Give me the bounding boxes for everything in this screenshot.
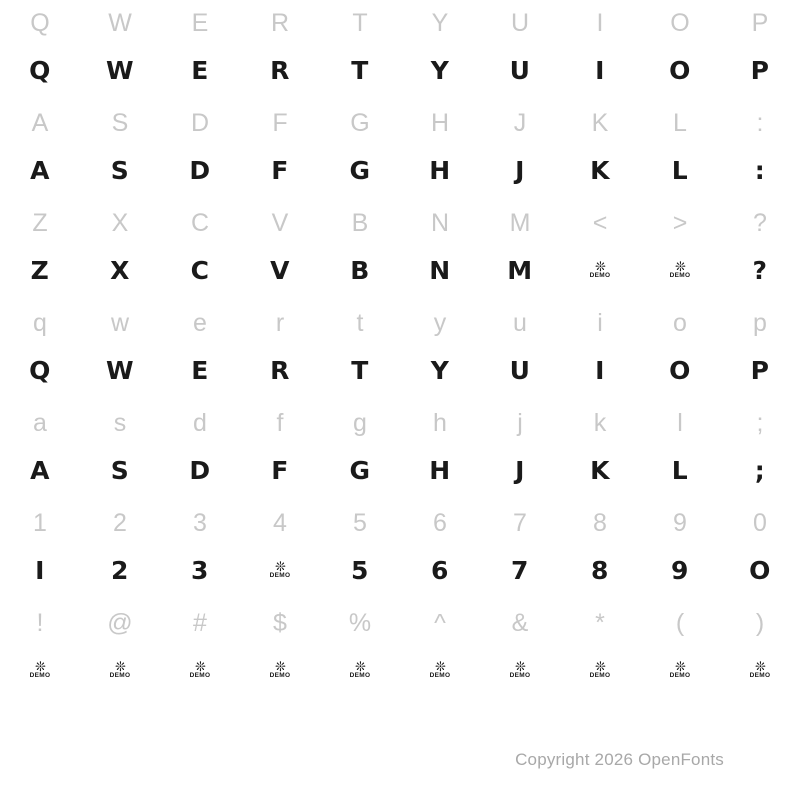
ornament-demo-label: DEMO — [589, 271, 611, 279]
rendered-glyph: E — [191, 356, 209, 385]
rendered-glyph: 9 — [671, 556, 689, 585]
rendered-glyph: I — [595, 56, 605, 85]
glyph-cell — [80, 200, 160, 300]
key-label: o — [673, 309, 687, 337]
glyph-cell — [480, 0, 560, 100]
key-label: S — [111, 109, 129, 137]
rendered-glyph: M — [507, 256, 533, 285]
rendered-glyph: D — [189, 156, 211, 185]
key-label: d — [193, 409, 207, 437]
ornament-spray-icon: ❊ — [355, 659, 365, 675]
key-label: : — [756, 109, 764, 137]
ornament-spray-icon: ❊ — [675, 259, 685, 275]
key-label: t — [356, 309, 364, 337]
glyph-cell — [640, 100, 720, 200]
rendered-glyph: X — [110, 256, 130, 285]
ornament-glyph-icon — [30, 652, 51, 690]
ornament-demo-label: DEMO — [269, 671, 291, 679]
glyph-cell — [0, 300, 80, 400]
key-label: 1 — [33, 509, 47, 537]
rendered-glyph: W — [105, 56, 135, 85]
key-label: 8 — [593, 509, 607, 537]
glyph-cell — [400, 300, 480, 400]
glyph-cell — [0, 200, 80, 300]
glyph-cell — [320, 200, 400, 300]
glyph-cell — [640, 500, 720, 600]
glyph-cell — [480, 600, 560, 700]
key-label: W — [108, 9, 132, 37]
rendered-glyph: W — [105, 356, 135, 385]
glyph-cell — [720, 200, 800, 300]
key-label: 6 — [433, 509, 447, 537]
key-label: X — [111, 209, 129, 237]
ornament-spray-icon: ❊ — [675, 659, 685, 675]
glyph-cell — [240, 300, 320, 400]
ornament-spray-icon: ❊ — [35, 659, 45, 675]
glyph-cell — [720, 300, 800, 400]
key-label: 0 — [753, 509, 767, 537]
rendered-glyph: : — [754, 156, 766, 185]
ornament-glyph-icon — [670, 252, 691, 290]
glyph-cell — [160, 500, 240, 600]
glyph-cell — [320, 0, 400, 100]
rendered-glyph: R — [270, 56, 290, 85]
glyph-cell — [80, 500, 160, 600]
key-label: 7 — [513, 509, 527, 537]
glyph-cell — [320, 600, 400, 700]
glyph-cell — [640, 600, 720, 700]
key-label: Z — [32, 209, 48, 237]
key-label: Y — [431, 9, 449, 37]
rendered-glyph: A — [30, 156, 50, 185]
key-label: H — [430, 109, 450, 137]
rendered-glyph: S — [110, 156, 130, 185]
key-label: h — [433, 409, 447, 437]
key-label: ! — [36, 609, 44, 637]
rendered-glyph: K — [590, 456, 610, 485]
key-label: g — [353, 409, 367, 437]
rendered-glyph: P — [750, 56, 770, 85]
glyph-cell — [240, 200, 320, 300]
rendered-glyph: I — [35, 556, 45, 585]
ornament-spray-icon: ❊ — [595, 259, 605, 275]
key-label: J — [513, 109, 527, 137]
rendered-glyph: G — [349, 456, 371, 485]
glyph-cell — [480, 100, 560, 200]
rendered-glyph: P — [750, 356, 770, 385]
ornament-spray-icon: ❊ — [435, 659, 445, 675]
ornament-glyph-icon — [110, 652, 131, 690]
key-label: 9 — [673, 509, 687, 537]
glyph-cell — [480, 400, 560, 500]
glyph-cell — [480, 300, 560, 400]
ornament-glyph-icon — [750, 652, 771, 690]
glyph-cell — [720, 600, 800, 700]
rendered-glyph: F — [271, 456, 289, 485]
glyph-cell — [560, 500, 640, 600]
ornament-demo-label: DEMO — [589, 671, 611, 679]
key-label: B — [351, 209, 369, 237]
glyph-cell — [560, 600, 640, 700]
ornament-demo-label: DEMO — [29, 671, 51, 679]
rendered-glyph: 8 — [591, 556, 609, 585]
key-label: 4 — [273, 509, 287, 537]
key-label: U — [510, 9, 530, 37]
rendered-glyph: R — [270, 356, 290, 385]
glyph-cell — [400, 600, 480, 700]
rendered-glyph: K — [590, 156, 610, 185]
ornament-glyph-icon — [590, 652, 611, 690]
glyph-cell — [720, 500, 800, 600]
rendered-glyph: I — [595, 356, 605, 385]
rendered-glyph: O — [669, 56, 691, 85]
glyph-cell — [80, 100, 160, 200]
rendered-glyph: 7 — [511, 556, 529, 585]
ornament-glyph-icon — [270, 652, 291, 690]
glyph-cell — [720, 100, 800, 200]
rendered-glyph: 3 — [191, 556, 209, 585]
ornament-spray-icon: ❊ — [195, 659, 205, 675]
key-label: M — [509, 209, 531, 237]
key-label: j — [517, 409, 523, 437]
glyph-cell — [560, 300, 640, 400]
key-label: 5 — [353, 509, 367, 537]
rendered-glyph: U — [509, 356, 531, 385]
glyph-cell — [480, 200, 560, 300]
key-label: f — [276, 409, 284, 437]
key-label: > — [672, 209, 688, 237]
rendered-glyph: B — [350, 256, 370, 285]
key-label: T — [352, 9, 368, 37]
rendered-glyph: C — [190, 256, 210, 285]
key-label: ; — [756, 409, 764, 437]
key-label: N — [430, 209, 450, 237]
key-label: 2 — [113, 509, 127, 537]
rendered-glyph: G — [349, 156, 371, 185]
ornament-spray-icon: ❊ — [275, 559, 285, 575]
glyph-cell — [240, 100, 320, 200]
glyph-cell — [0, 100, 80, 200]
ornament-spray-icon: ❊ — [755, 659, 765, 675]
key-label: Q — [30, 9, 50, 37]
glyph-cell — [240, 600, 320, 700]
rendered-glyph: Z — [30, 256, 50, 285]
ornament-demo-label: DEMO — [429, 671, 451, 679]
ornament-demo-label: DEMO — [509, 671, 531, 679]
ornament-demo-label: DEMO — [669, 671, 691, 679]
key-label: k — [593, 409, 607, 437]
key-label: ) — [755, 609, 765, 637]
glyph-cell — [720, 400, 800, 500]
ornament-demo-label: DEMO — [749, 671, 771, 679]
key-label: C — [190, 209, 210, 237]
ornament-glyph-icon — [270, 552, 291, 590]
glyph-cell — [400, 200, 480, 300]
ornament-demo-label: DEMO — [189, 671, 211, 679]
key-label: w — [110, 309, 130, 337]
glyph-cell — [320, 500, 400, 600]
glyph-cell — [160, 200, 240, 300]
glyph-cell — [400, 400, 480, 500]
glyph-cell — [400, 100, 480, 200]
key-label: D — [190, 109, 210, 137]
rendered-glyph: J — [515, 456, 525, 485]
key-label: a — [33, 409, 47, 437]
key-label: E — [191, 9, 209, 37]
key-label: F — [272, 109, 288, 137]
rendered-glyph: L — [671, 456, 689, 485]
glyph-cell — [80, 400, 160, 500]
ornament-demo-label: DEMO — [109, 671, 131, 679]
key-label: $ — [273, 609, 287, 637]
key-label: R — [270, 9, 290, 37]
key-label: & — [511, 609, 529, 637]
key-label: e — [193, 309, 207, 337]
glyph-cell — [240, 500, 320, 600]
key-label: l — [677, 409, 683, 437]
ornament-glyph-icon — [510, 652, 531, 690]
key-label: q — [33, 309, 47, 337]
rendered-glyph: O — [669, 356, 691, 385]
ornament-spray-icon: ❊ — [275, 659, 285, 675]
rendered-glyph: T — [351, 356, 369, 385]
glyph-cell — [560, 0, 640, 100]
ornament-glyph-icon — [670, 652, 691, 690]
glyph-cell — [240, 400, 320, 500]
key-label: V — [271, 209, 289, 237]
copyright-notice: Copyright 2026 OpenFonts — [515, 750, 724, 769]
key-label: y — [433, 309, 447, 337]
rendered-glyph: Q — [29, 56, 51, 85]
glyph-cell — [480, 500, 560, 600]
rendered-glyph: H — [429, 456, 451, 485]
glyph-cell — [80, 0, 160, 100]
glyph-cell — [400, 0, 480, 100]
ornament-demo-label: DEMO — [349, 671, 371, 679]
ornament-demo-label: DEMO — [669, 271, 691, 279]
glyph-cell — [320, 400, 400, 500]
rendered-glyph: L — [671, 156, 689, 185]
ornament-glyph-icon — [190, 652, 211, 690]
key-label: s — [113, 409, 127, 437]
ornament-spray-icon: ❊ — [515, 659, 525, 675]
glyph-cell — [720, 0, 800, 100]
rendered-glyph: H — [429, 156, 451, 185]
rendered-glyph: 2 — [111, 556, 129, 585]
rendered-glyph: A — [30, 456, 50, 485]
key-label: K — [591, 109, 609, 137]
rendered-glyph: Y — [430, 356, 450, 385]
rendered-glyph: V — [270, 256, 290, 285]
key-label: % — [348, 609, 372, 637]
rendered-glyph: Q — [29, 356, 51, 385]
glyph-cell — [320, 300, 400, 400]
rendered-glyph: 6 — [431, 556, 449, 585]
key-label: p — [753, 309, 767, 337]
glyph-cell — [240, 0, 320, 100]
ornament-demo-label: DEMO — [269, 571, 291, 579]
rendered-glyph: D — [189, 456, 211, 485]
glyph-cell — [80, 600, 160, 700]
ornament-spray-icon: ❊ — [115, 659, 125, 675]
glyph-cell — [160, 0, 240, 100]
key-label: A — [31, 109, 49, 137]
glyph-cell — [80, 300, 160, 400]
key-label: ^ — [434, 609, 446, 637]
rendered-glyph: ? — [752, 256, 768, 285]
rendered-glyph: J — [515, 156, 525, 185]
glyph-cell — [560, 400, 640, 500]
ornament-glyph-icon — [590, 252, 611, 290]
key-label: u — [513, 309, 527, 337]
glyph-cell — [400, 500, 480, 600]
rendered-glyph: U — [509, 56, 531, 85]
rendered-glyph: E — [191, 56, 209, 85]
glyph-cell — [160, 300, 240, 400]
key-label: 3 — [193, 509, 207, 537]
glyph-cell — [560, 200, 640, 300]
glyph-cell — [640, 300, 720, 400]
key-label: O — [670, 9, 690, 37]
rendered-glyph: O — [749, 556, 771, 585]
key-label: ( — [675, 609, 685, 637]
glyph-cell — [0, 600, 80, 700]
rendered-glyph: Y — [430, 56, 450, 85]
glyph-cell — [160, 100, 240, 200]
glyph-cell — [640, 400, 720, 500]
glyph-cell — [160, 600, 240, 700]
key-label: i — [597, 309, 603, 337]
key-label: < — [592, 209, 608, 237]
glyph-cell — [640, 200, 720, 300]
key-label: @ — [107, 609, 133, 637]
key-label: * — [595, 609, 605, 637]
glyph-cell — [560, 100, 640, 200]
glyph-cell — [640, 0, 720, 100]
key-label: ? — [753, 209, 767, 237]
rendered-glyph: ; — [754, 456, 766, 485]
ornament-glyph-icon — [350, 652, 371, 690]
key-label: I — [596, 9, 604, 37]
key-label: # — [193, 609, 207, 637]
key-label: G — [350, 109, 370, 137]
rendered-glyph: T — [351, 56, 369, 85]
ornament-spray-icon: ❊ — [595, 659, 605, 675]
glyph-cell — [0, 400, 80, 500]
rendered-glyph: N — [429, 256, 451, 285]
rendered-glyph: 5 — [351, 556, 369, 585]
ornament-glyph-icon — [430, 652, 451, 690]
key-label: P — [751, 9, 769, 37]
glyph-cell — [320, 100, 400, 200]
glyph-cell — [160, 400, 240, 500]
rendered-glyph: S — [110, 456, 130, 485]
glyph-cell — [0, 500, 80, 600]
glyph-cell — [0, 0, 80, 100]
key-label: L — [673, 109, 687, 137]
key-label: r — [275, 309, 285, 337]
rendered-glyph: F — [271, 156, 289, 185]
